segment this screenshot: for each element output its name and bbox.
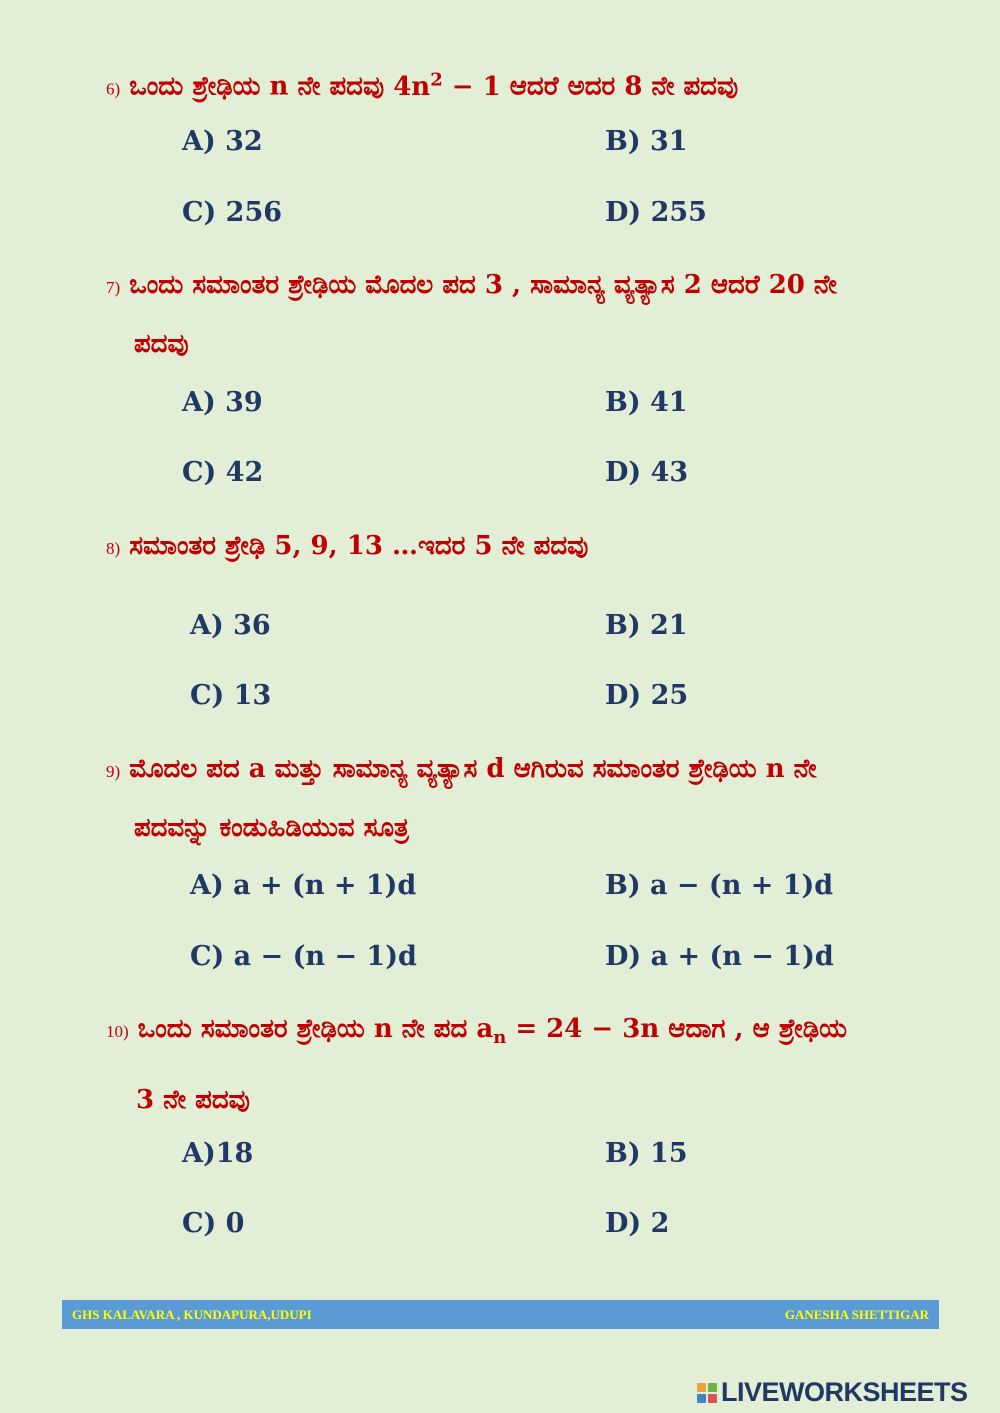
logo-square-icon — [697, 1394, 706, 1403]
option-b[interactable]: B) 41 — [605, 387, 688, 418]
option-a[interactable]: A) a + (n + 1)d — [190, 870, 417, 901]
question-7 — [106, 257, 938, 372]
option-a[interactable]: A) 32 — [182, 126, 263, 157]
question-6 — [106, 52, 938, 118]
question-text: ಸಮಾಂತರ ಶ್ರೇಢಿ 5, 9, 13 …ಇದರ 5 ನೇ ಪದವು — [129, 531, 589, 561]
question-text: ಮೊದಲ ಪದ a ಮತ್ತು ಸಾಮಾನ್ಯ ವ್ಯತ್ಯಾಸ d ಆಗಿರುವ ಸಮಾಂತರ ಶ್ರೇಢಿಯ n ನೇ — [129, 754, 817, 784]
question-number: 7) — [106, 278, 121, 297]
question-text-continuation: ಪದವನ್ನು ಕಂಡುಹಿಡಿಯುವ ಸೂತ್ರ — [134, 813, 409, 843]
option-b[interactable]: B) 21 — [605, 610, 688, 641]
footer-author: GANESHA SHETTIGAR — [784, 1306, 929, 1322]
option-a[interactable]: A) 36 — [190, 610, 271, 641]
option-b[interactable]: B) a − (n + 1)d — [605, 870, 834, 901]
option-d[interactable]: D) 255 — [605, 197, 707, 228]
option-c[interactable]: C) a − (n − 1)d — [190, 941, 417, 972]
option-b[interactable]: B) 31 — [605, 126, 688, 157]
brand-name: LIVEWORKSHEETS — [721, 1377, 968, 1407]
question-number: 9) — [106, 762, 121, 781]
option-a[interactable]: A) 39 — [182, 387, 263, 418]
question-9 — [106, 741, 938, 856]
question-text-continuation: ಪದವು — [134, 329, 189, 359]
option-d[interactable]: D) 25 — [605, 680, 689, 711]
question-number: 8) — [106, 539, 121, 558]
question-text: ಒಂದು ಸಮಾಂತರ ಶ್ರೇಢಿಯ ಮೊದಲ ಪದ 3 , ಸಾಮಾನ್ಯ ವ್ಯತ್ಯಾಸ 2 ಆದರೆ 20 ನೇ — [129, 270, 837, 300]
question-text: ಒಂದು ಸಮಾಂತರ ಶ್ರೇಢಿಯ n ನೇ ಪದ $a_n = 24 - 3n$ ಆದಾಗ , ಆ ಶ್ರೇಢಿಯ — [137, 1014, 847, 1049]
question-text-continuation: 3 ನೇ ಪದವು — [136, 1085, 250, 1116]
liveworksheets-logo[interactable] — [697, 1377, 968, 1408]
question-10 — [106, 1001, 938, 1128]
question-number: 6) — [106, 79, 121, 99]
question-text: ಒಂದು ಶ್ರೇಢಿಯ n ನೇ ಪದವು $4n^2 - 1$ ಆದರೆ ಅದರ 8 ನೇ ಪದವು — [129, 69, 739, 102]
question-number: 10) — [106, 1022, 129, 1041]
option-c[interactable]: C) 13 — [190, 680, 272, 711]
footer-bar — [62, 1300, 939, 1329]
option-a[interactable]: A)18 — [182, 1138, 254, 1169]
logo-square-icon — [708, 1394, 717, 1403]
option-c[interactable]: C) 42 — [182, 457, 264, 488]
logo-square-icon — [697, 1383, 706, 1392]
question-8 — [106, 518, 938, 577]
option-d[interactable]: D) a + (n − 1)d — [605, 941, 834, 972]
option-b[interactable]: B) 15 — [605, 1138, 688, 1169]
option-c[interactable]: C) 0 — [182, 1208, 245, 1239]
option-c[interactable]: C) 256 — [182, 197, 283, 228]
liveworksheets-logo-icon — [697, 1383, 717, 1403]
logo-square-icon — [708, 1383, 717, 1392]
option-d[interactable]: D) 43 — [605, 457, 689, 488]
option-d[interactable]: D) 2 — [605, 1208, 670, 1239]
footer-school: GHS KALAVARA , KUNDAPURA,UDUPI — [72, 1306, 312, 1322]
